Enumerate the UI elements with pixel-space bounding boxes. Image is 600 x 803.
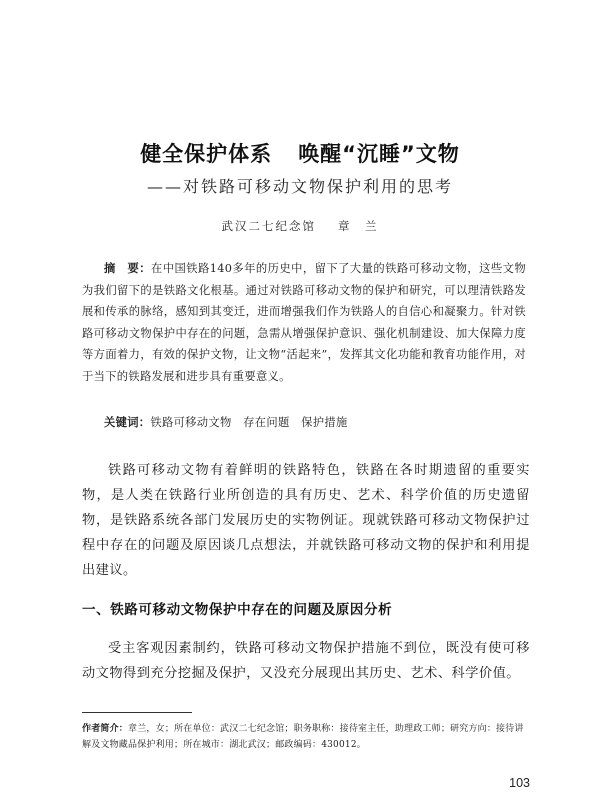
author-affiliation: 武汉二七纪念馆 (221, 219, 316, 233)
footnote-divider (82, 712, 192, 713)
article-title (0, 138, 600, 168)
article-subtitle: ——对铁路可移动文物保护利用的思考 (146, 177, 453, 196)
author-line (0, 218, 600, 234)
intro-section (82, 458, 530, 583)
section-heading: 一、铁路可移动文物保护中存在的问题及原因分析 (82, 602, 393, 618)
abstract-text: 在中国铁路140多年的历史中，留下了大量的铁路可移动文物，这些文物为我们留下的是铁路文化根基。通过对铁路可移动文物的保护和研究，可以理清铁路发展和传承的脉络，感知到其变迁，进而增强我们作为铁路人的自信心和凝聚力。针对铁路可移动文物保护中存在的问题，急需从增强保护意识、强化机制建设、加大保障力度等方面着力，有效的保护文物，让文物“活起来”，发挥其文化功能和教育功能作用，对于当下的铁路发展和进步具有重要意义。 (82, 262, 527, 383)
keywords-text: 铁路可移动文物 存在问题 保护措施 (150, 416, 348, 429)
keywords-label: 关键词： (104, 415, 151, 429)
keywords (104, 412, 524, 433)
section-1-body (82, 636, 530, 686)
author-footnote (82, 721, 530, 753)
author-name: 章 兰 (338, 219, 379, 233)
title-part-2: 唤醒“沉睡”文物 (298, 142, 460, 166)
abstract-label: 摘 要： (104, 261, 152, 275)
footnote-text: 章兰，女；所在单位：武汉二七纪念馆；职务职称：接待室主任，助理政工师；研究方向：接待讲解及文物藏品保护利用；所在城市：湖北武汉；邮政编码：430012。 (82, 724, 524, 750)
section-1-paragraph: 受主客观因素制约，铁路可移动文物保护措施不到位，既没有使可移动文物得到充分挖掘及保护，又没充分展现出其历史、艺术、科学价值。 (82, 641, 530, 681)
intro-paragraph: 铁路可移动文物有着鲜明的铁路特色，铁路在各时期遗留的重要实物，是人类在铁路行业所创造的具有历史、艺术、科学价值的历史遗留物，是铁路系统各部门发展历史的实物例证。现就铁路可移动文物保护过程中存在的问题及原因谈几点想法，并就铁路可移动文物的保护和利用提出建议。 (82, 463, 530, 578)
abstract (82, 258, 526, 388)
title-part-1: 健全保护体系 (140, 142, 273, 166)
page-number: 103 (509, 776, 530, 790)
footnote-label: 作者简介： (82, 724, 129, 734)
